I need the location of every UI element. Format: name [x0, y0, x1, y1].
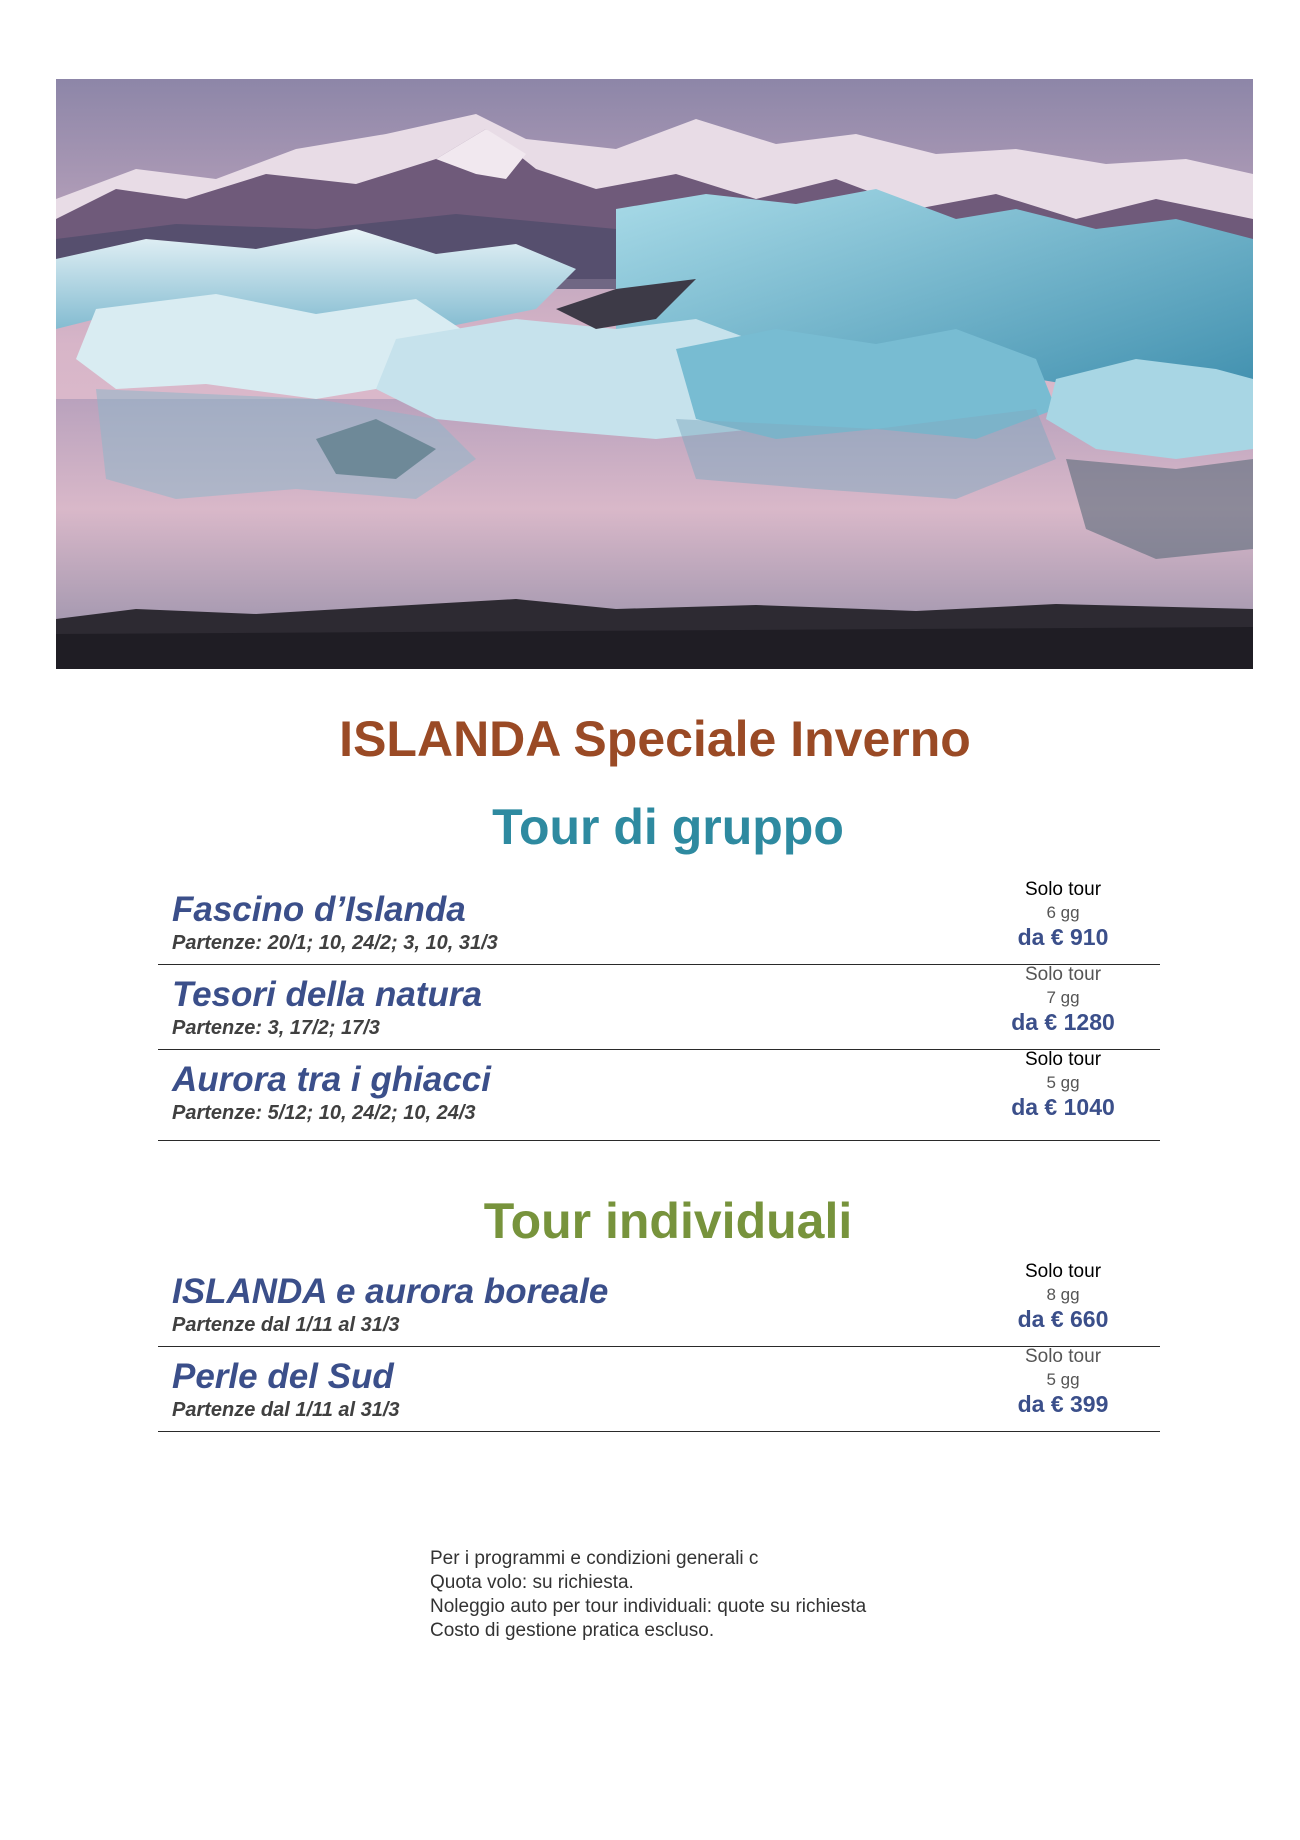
tour-row[interactable] — [158, 965, 1160, 1050]
tour-dates: Partenze dal 1/11 al 31/3 — [172, 1399, 400, 1421]
tour-price: da € 910 — [1017, 924, 1109, 950]
individual-tours-list — [158, 1262, 1160, 1432]
tour-duration: 5 gg — [1046, 1370, 1080, 1389]
note-line: Noleggio auto per tour individuali: quote su richiesta — [430, 1596, 867, 1617]
tour-price: da € 399 — [1017, 1391, 1109, 1417]
tour-name: ISLANDA e aurora boreale — [172, 1272, 609, 1311]
tour-name: Fascino d’Islanda — [172, 890, 466, 929]
note-line: Per i programmi e condizioni generali c — [430, 1548, 759, 1569]
group-tours-heading: Tour di gruppo — [492, 799, 844, 855]
tour-type: Solo tour — [1024, 964, 1102, 985]
iceberg-lagoon-illustration — [56, 79, 1253, 669]
tour-price-box — [988, 1260, 1138, 1333]
tour-price: da € 1040 — [1011, 1094, 1115, 1120]
tour-price: da € 1280 — [1011, 1009, 1115, 1035]
tour-dates: Partenze: 20/1; 10, 24/2; 3, 10, 31/3 — [172, 932, 498, 954]
tour-type: Solo tour — [1024, 879, 1102, 900]
tour-row[interactable] — [158, 1347, 1160, 1432]
tour-name: Tesori della natura — [172, 975, 482, 1014]
tour-price-box — [988, 1345, 1138, 1418]
page-title: ISLANDA Speciale Inverno — [339, 711, 971, 767]
tour-row[interactable] — [158, 880, 1160, 965]
note-line: Costo di gestione pratica escluso. — [430, 1620, 715, 1641]
hero-image — [56, 79, 1253, 669]
tour-type: Solo tour — [1024, 1049, 1102, 1070]
tour-price-box — [988, 963, 1138, 1036]
footer-notes — [430, 1547, 930, 1643]
tour-dates: Partenze dal 1/11 al 31/3 — [172, 1314, 400, 1336]
tour-type: Solo tour — [1024, 1261, 1102, 1282]
tour-type: Solo tour — [1024, 1346, 1102, 1367]
tour-row[interactable] — [158, 1262, 1160, 1347]
group-tours-list — [158, 880, 1160, 1141]
individual-tours-heading: Tour individuali — [483, 1193, 853, 1249]
tour-row[interactable] — [158, 1050, 1160, 1141]
note-line: Quota volo: su richiesta. — [430, 1572, 634, 1593]
tour-duration: 8 gg — [1046, 1285, 1080, 1304]
tour-name: Aurora tra i ghiacci — [172, 1060, 491, 1099]
tour-duration: 6 gg — [1046, 903, 1080, 922]
tour-price-box — [988, 1048, 1138, 1121]
tour-price-box — [988, 878, 1138, 951]
tour-duration: 5 gg — [1046, 1073, 1080, 1092]
tour-name: Perle del Sud — [172, 1357, 394, 1396]
tour-dates: Partenze: 3, 17/2; 17/3 — [172, 1017, 380, 1039]
tour-duration: 7 gg — [1046, 988, 1080, 1007]
tour-price: da € 660 — [1017, 1306, 1109, 1332]
tour-dates: Partenze: 5/12; 10, 24/2; 10, 24/3 — [172, 1102, 476, 1124]
